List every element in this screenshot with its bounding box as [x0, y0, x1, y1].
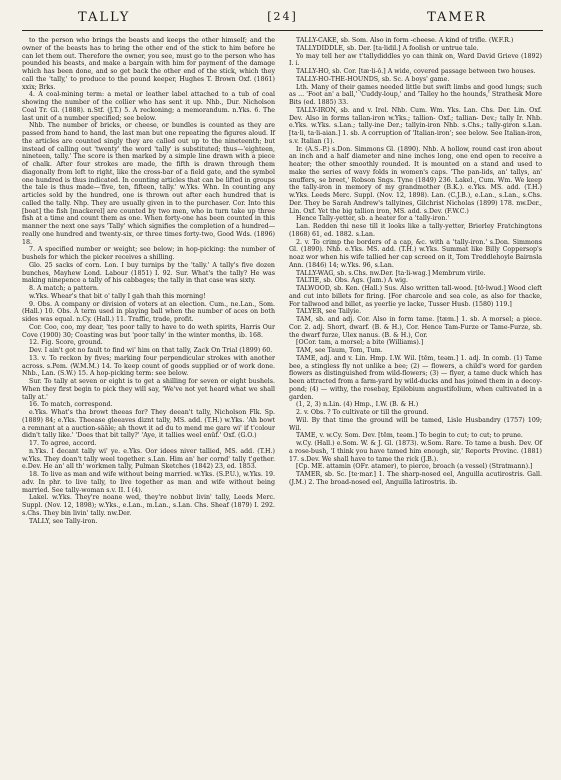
left-para: e.Yks. What's tha browt theeas for? They deean't tally, Nicholson Flk. Sp. (1889) 84; e.Yks. Theease gleeaves diznt tally, MS. add. (T.H.) w.Yks. 'Ah bowt a remnant at a auction-sääle; ah thowt it ad du to mend me gare wi' if t'colour didn't tally like.' 'Does that bit tally?' 'Aye, it tallies weel enüf.' Oxf. (G.O.): [22, 409, 275, 440]
right-para: TALLY-HO-THE-HOUNDS, sb. Sc. A boys' game.: [296, 75, 450, 83]
left-para: 8. A match; a pattern.: [29, 285, 99, 292]
text-columns: [22, 37, 543, 525]
right-para: TAM, sb. and adj. Cor. Also in form tame. [tæm.] 1. sb. A morsel; a piece. Cor. 2. adj. Short, dwarf. (B. & H.), Cor. Hence Tam-Furze or Tame-Furze, sb. the dwarf furze, Ulex nanus. (B. & H.), Cor.: [289, 316, 542, 339]
left-para: Dev. I ain't got no fault to find wi' him on that tally, Zack On Trial (1899) 60.: [29, 347, 273, 354]
right-para: TALLY-CAKE, sb. Som. Also in form -cheese. A kind of trifle. (W.F.R.): [296, 37, 514, 44]
left-para: 18. To live as man and wife without being married. w.Yks. (S.P.U.), w.Yks. 19. adv. In phr. to live tally, to live together as man and wife without being married. See tally-woman s.v. II. I (4).: [22, 471, 275, 494]
right-para: TALLY-HO, sb. Cor. [tæ·li-ō.] A wide, covered passage between two houses.: [296, 68, 536, 75]
right-para: Lth. Many of their games needed little but swift limbs and good lungs; such as ... 'Foot an' a ball,' 'Cuddy-loup,' and 'Talley ho the hounds,' Strathesk More Bits (ed. 1885) 33.: [289, 83, 542, 106]
right-para: TALYER, see Tailyie.: [296, 308, 362, 316]
left-para: w.Yks. Whear's that bit o' tally I gah thah this morning!: [29, 292, 206, 300]
left-para: n.Yks. I decant tally wi' ye. e.Yks. Oor idees niver tallied, MS. add. (T.H.) w.Yks. They doan't tally weel together. s.Lan. Him an' her cornd' tally t'gether. e.Dev. He an' all th' workmen tally, Pulman Sketches (1842) 23, ed. 1853.: [22, 447, 275, 471]
left-para: 17. To agree, accord.: [29, 440, 97, 447]
right-para: (1, 2, 3) n.Lin. (4) Hmp., I.W. (B. & H.): [296, 401, 419, 409]
left-para: Lakel. w.Yks. They're noane wed, they're nobbut livin' tally, Leeds Merc. Suppl. (Nov. 12, 1898); w.Yks., e.Lan., m.Lan., s.Lan. Chs. Sheaf (1879) I. 292. s.Chs. They bin livin' tally. nw.Der.: [22, 494, 275, 517]
head-word-right: TAMER: [427, 10, 487, 25]
right-para: TALWOOD, sb. Ken. (Hall.) Sus. Also written tall-wood. [tō·lwud.] Wood cleft and cut into billets for firing. [For charcole and sea cole, as also for thacke, For tallwood and billet, as yeerlie ye lacke, Tusser Husb. (1580) 119.]: [289, 285, 542, 308]
right-para: TAME, v. w.Cy. Som. Dev. [tēm, teəm.] To begin to cut; to cut; to prune.: [296, 432, 523, 440]
left-para: Nhb. The number of bricks, or cheese, or bundles is counted as they are passed from hand to hand, the last man but one repeating the figures aloud. If the articles are counted singly they are called out up to the nineteenth; but instead of calling out 'twenty' the word 'tally' is substituted; thus—'eighteen, nineteen, tally.' The score is then marked by a simple line drawn with a piece of chalk. After four strokes are made, the fifth is drawn through them diagonally from left to right, like the cross-bar of a field gate, and the symbol one hundred is thus indicated. In counting articles that can be lifted in groups the tale is thus made—'five, ten, fifteen, tally.' w.Yks. Whn. In counting any articles sold by the hundred, one is thrown out after each hundred that is called the tally. Nhp. They are usually given in to the purchaser. Cor. Into this [boat] the fish [mackerel] are counted by two men, who in turn take up three fish at a time and count them as one. When forty-one has been counted in this manner the next one says 'Tally' which signifies the completion of a hundred—really one hundred and twenty-six, or three times forty-two, Good Wds. (1896) 18.: [22, 122, 275, 246]
page-number: [24]: [267, 10, 298, 23]
right-para: TALTIE, sb. Obs. Ags. (Jam.) A wig.: [296, 277, 409, 285]
left-para: 16. To match, correspond.: [29, 401, 113, 409]
left-para: to the person who brings the beasts and keeps the other himself; and the owner of the beasts has to bring the other end of the stick to him before he can let them out. Therefore the owner, you see, must go to the person who has pounded his beasts, and make a bargain with him for payment of the damage which has been done, and so get back the other end of the stick, which they call the 'tally,' to produce to the pound keeper, Hughes T. Brown Oxf. (1861) xxix; Brks.: [22, 37, 275, 91]
left-para: 9. Obs. A company or division of voters at an election. Cum., ne.Lan., Som. (Hall.) 10. Obs. A term used in playing ball when the number of aces on both sides was equal. n.Cy. (Hall.) 11. Traffic, trade, profit.: [22, 300, 275, 323]
right-para: TAMER, sb. Sc. [te·mar.] 1. The sharp-nosed eel, Anguilla acutirostris. Gall. (J.M.) 2. The broad-nosed eel, Anguilla latirostris. ib.: [289, 471, 542, 486]
right-column: [289, 37, 542, 525]
right-para: Ir. (A.S.-P.) s.Don. Simmons Gl. (1890). Nhb. A hollow, round cast iron about an inch and a half diameter and nine inches long, one end open to receive a heater; the other smoothly rounded. It is mounted on a stand and used to make the series of wavy folds in women's caps. 'The pan-lids, an' tallys, an' snuffers, se breet,' Robson Sngs. Tyne (1849) 236. Lakel., Cum. Wm. We keep the tally-iron in memory of my grandmother (B.K.). e.Yks. MS. add. (T.H.) w.Yks. Leeds Merc. Suppl. (Nov. 12, 1898). Lan. (C.J.B.), e.Lan., s.Lan., s.Chs. Der. They be Sarah Andrew's tallyines, Gilchrist Nicholas (1899) 178. nw.Der., Lin. Oxf. Yet the big tallion iron, MS. add. s.Dev. (F.W.C.): [289, 145, 542, 215]
right-para: [Cp. ME. attamin (OFr. atamer), to pierce, broach (a vessel) (Stratmann).]: [296, 463, 533, 471]
left-para: 7. A specified number or weight; see below; in hop-picking: the number of bushels for which the picker receives a shilling.: [22, 246, 275, 261]
left-para: 4. A coal-mining term: a metal or leather label attached to a tub of coal showing the number of the collier who has sent it up. Nhb., Dur. Nicholson Coal Tr. Gl. (1888). n.Stf. (J.T.) 5. A reckoning; a memorandum. n.Yks. 6. The last unit of a number specified; see below.: [22, 91, 275, 122]
right-para: 2. v. To crimp the borders of a cap, &c. with a 'tally-iron.' s.Don. Simmons Gl. (1890). Nhb. e.Yks. MS. add. (T.H.) w.Yks. Summat like Billy Coppersop's noaz wor when his wife tallied her cap screed on it, Tom Treddlehoyle Bairnsla Ann. (1846) 14; w.Yks. 96, s.Lan.: [289, 238, 542, 269]
right-para: TALLY-WAG, sb. s.Chs. nw.Der. [ta·li-wag.] Membrum virile.: [296, 269, 486, 277]
left-para: TALLY, see Tally-iron.: [29, 517, 98, 525]
left-para: Sur. To tally at seven or eight is to get a shilling for seven or eight bushels. When they first begin to pick they will say, 'We've not yet heard what we shall tally at.': [22, 378, 275, 401]
right-para: w.Cy. (Hall.) e.Som. W. & J. Gl. (1873). w.Som. Rare. To tame a bush. Dev. Of a rose-bush, 'I think you have tamed him enough, sir,' Reports Provinc. (1881) 17. s.Dev. We shall have to tame the rick (J.B.).: [289, 440, 542, 463]
right-para: Lan. Redden thi nese till it looks like a tally-yetter, Brierley Fratchingtons (1868) 61, ed. 1882. s.Lan.: [289, 223, 542, 238]
running-head: [22, 8, 543, 31]
right-para: TAM, see Taum, Tom, Tum.: [296, 347, 383, 354]
right-para: TAME, adj. and v. Lin. Hmp. I.W. Wil. [tēm, teəm.] 1. adj. In comb. (1) Tame bee, a stingless fly not unlike a bee; (2) — flowers, a child's word for garden flowers as distinguished from wild-flowers; (3) — flyer, a tame duck which has been attracted from a farm-yard by wild-ducks and has joined them in a decoy-pond; (4) — withy, the rosebay, Epilobium angustifolium, when cultivated in a garden.: [289, 354, 542, 401]
right-para: TALLY-IRON, sb. and v. Irel. Nhb. Cum. Wm. Yks. Lan. Chs. Der. Lin. Oxf. Dev. Also in forms tallan-iron w.Yks.; tallion- Oxf.; tallian- Dev.; tally Ir. Nhb. e.Yks. w.Yks. s.Lan.; tally-ine Der.; tallyin-iron Nhb. s.Chs.; tally-giron s.Lan. [ta·li, ta·li-aian.] 1. sb. A corruption of 'Italian-iron'; see below. See Italian-iron, s.v. Italian (1).: [289, 106, 542, 145]
right-para: Yo may tell her aw t'tallydiddles yo can think on, Ward David Grieve (1892) I. i.: [289, 52, 542, 68]
head-word-left: TALLY: [78, 10, 131, 25]
left-para: 12. Fig. Score, ground.: [29, 339, 103, 347]
right-para: [OCor. tam, a morsel; a bite (Williams).]: [296, 339, 424, 347]
left-column: [22, 37, 275, 525]
right-para: 2. v. Obs. ? To cultivate or till the ground.: [296, 409, 429, 416]
left-para: 13. v. To reckon by fives; marking four perpendicular strokes with another across. s.Pem. (W.M.M.) 14. To keep count of goods supplied or of work done. Nhb., Lan. (S.W.) 15. A hop-picking term: see below.: [22, 354, 275, 378]
left-para: Glo. 25 sacks of corn. Lon. I buy turnips by the 'tally.' A tally's five dozen bunches, Mayhew Lond. Labour (1851) I. 92. Sur. What's the tally? He was making ninepence a tally of his cabbages; the tally in that case was sixty.: [22, 261, 275, 285]
right-para: TALLYDIDDLE, sb. Der. [ta·lidil.] A foolish or untrue tale.: [296, 44, 479, 52]
right-para: Wil. By that time the ground will be tamed, Lisle Husbandry (1757) 109; Wil.: [289, 416, 542, 432]
right-para: Hence Tally-yetter, sb. a heater for a 'tally-iron.': [296, 215, 450, 223]
left-para: Cor. Coo, coo, my dear, 'tes poor tally to have to do weth spirits, Harris Our Cove (1900) 30; Coasting was but 'poor tally' in the winter months, ib. 168.: [22, 323, 275, 339]
